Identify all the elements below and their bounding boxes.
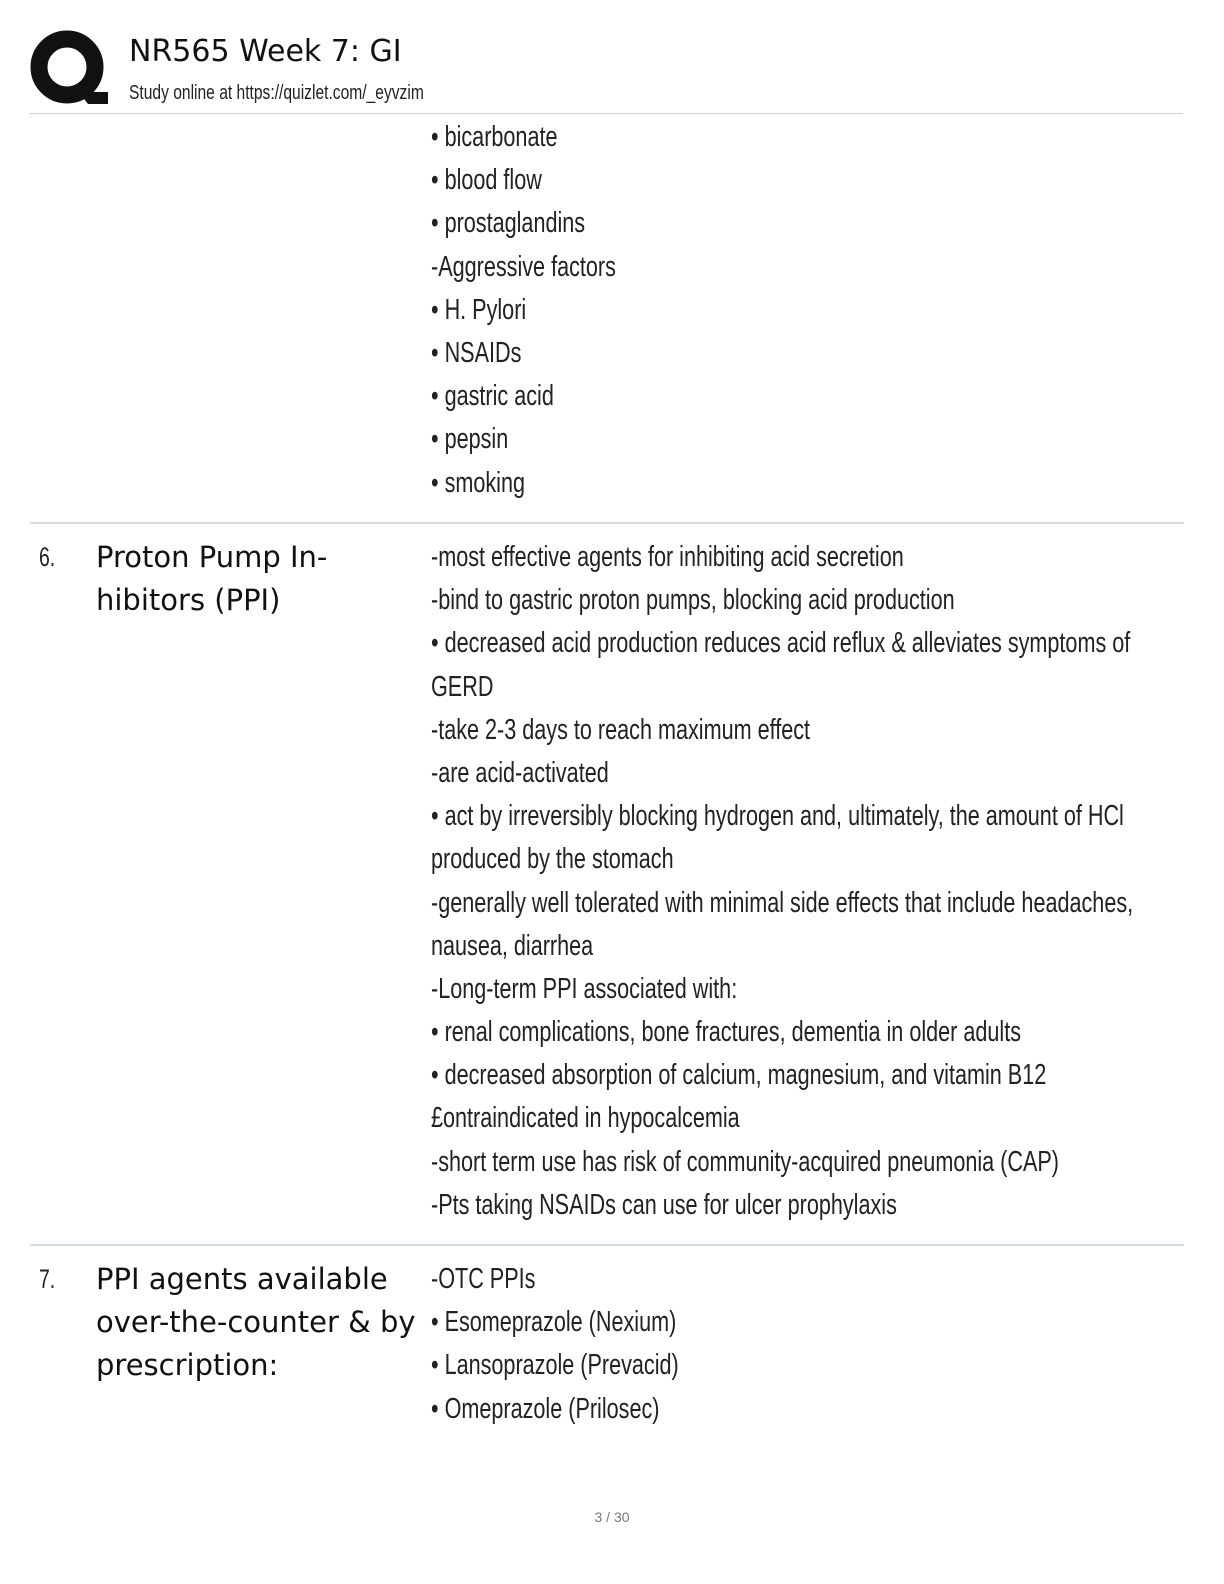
card-number: 7. <box>39 1264 56 1294</box>
definition-line: -most effective agents for inhibiting acid secretion <box>431 541 904 573</box>
card-term <box>96 536 426 622</box>
definition-line: -Aggressive factors <box>431 250 616 283</box>
definition-line: • act by irreversibly blocking hydrogen and, ultimately, the amount of HCl <box>431 800 1124 833</box>
definition <box>431 1258 764 1431</box>
definition-line: • gastric acid <box>431 380 554 413</box>
card-number: 6. <box>39 542 56 572</box>
definition-line: -Long-term PPI associated with: <box>431 972 738 1005</box>
page-header <box>0 0 1224 114</box>
definition-line: -generally well tolerated with minimal side effects that include headaches, <box>431 886 1134 919</box>
definition-line: produced by the stomach <box>431 843 674 876</box>
quizlet-logo-icon <box>30 30 108 108</box>
term-line: over-the-counter & by <box>96 1305 416 1339</box>
definition-line: • Lansoprazole (Prevacid) <box>431 1349 679 1382</box>
definition-line: -bind to gastric proton pumps, blocking acid production <box>431 584 955 617</box>
definition-line: • decreased acid production reduces acid reflux & alleviates symptoms of <box>431 627 1131 660</box>
definition-line: • pepsin <box>431 423 509 456</box>
term-line: PPI agents available <box>96 1262 388 1296</box>
definition-line: • bicarbonate <box>431 121 558 153</box>
definition-line: • blood flow <box>431 164 542 197</box>
card-term <box>96 1258 426 1387</box>
row-divider <box>30 522 1184 524</box>
term-line: Proton Pump In- <box>96 540 328 574</box>
definition-line: • NSAIDs <box>431 336 522 369</box>
definition-line: -Pts taking NSAIDs can use for ulcer prophylaxis <box>431 1188 897 1221</box>
definition-line: nausea, diarrhea <box>431 929 594 962</box>
definition-line: • renal complications, bone fractures, dementia in older adults <box>431 1016 1022 1049</box>
study-online-link[interactable]: Study online at https://quizlet.com/_eyvzim <box>129 82 424 104</box>
header-divider <box>30 113 1183 114</box>
row-divider <box>30 1244 1184 1246</box>
term-line: hibitors (PPI) <box>96 583 281 617</box>
definition-line: -short term use has risk of community-acquired pneumonia (CAP) <box>431 1145 1059 1178</box>
definition-line: -are acid-activated <box>431 756 609 789</box>
definition-line: • smoking <box>431 466 526 499</box>
definition-line: -OTC PPIs <box>431 1263 536 1295</box>
definition-line: • Esomeprazole (Nexium) <box>431 1306 677 1339</box>
definition-line: £ontraindicated in hypocalcemia <box>431 1102 740 1135</box>
definition-line: -take 2-3 days to reach maximum effect <box>431 713 811 746</box>
definition <box>431 536 1224 1227</box>
term-line: prescription: <box>96 1348 279 1382</box>
definition-line: • prostaglandins <box>431 207 586 240</box>
definition-line: • H. Pylori <box>431 293 527 326</box>
deck-title: NR565 Week 7: GI <box>129 34 402 69</box>
definition <box>431 116 679 505</box>
definition-line: • Omeprazole (Prilosec) <box>431 1392 660 1425</box>
definition-line: • decreased absorption of calcium, magnesium, and vitamin B12 <box>431 1059 1047 1092</box>
page-number: 3 / 30 <box>594 1509 630 1525</box>
definition-line: GERD <box>431 670 494 703</box>
